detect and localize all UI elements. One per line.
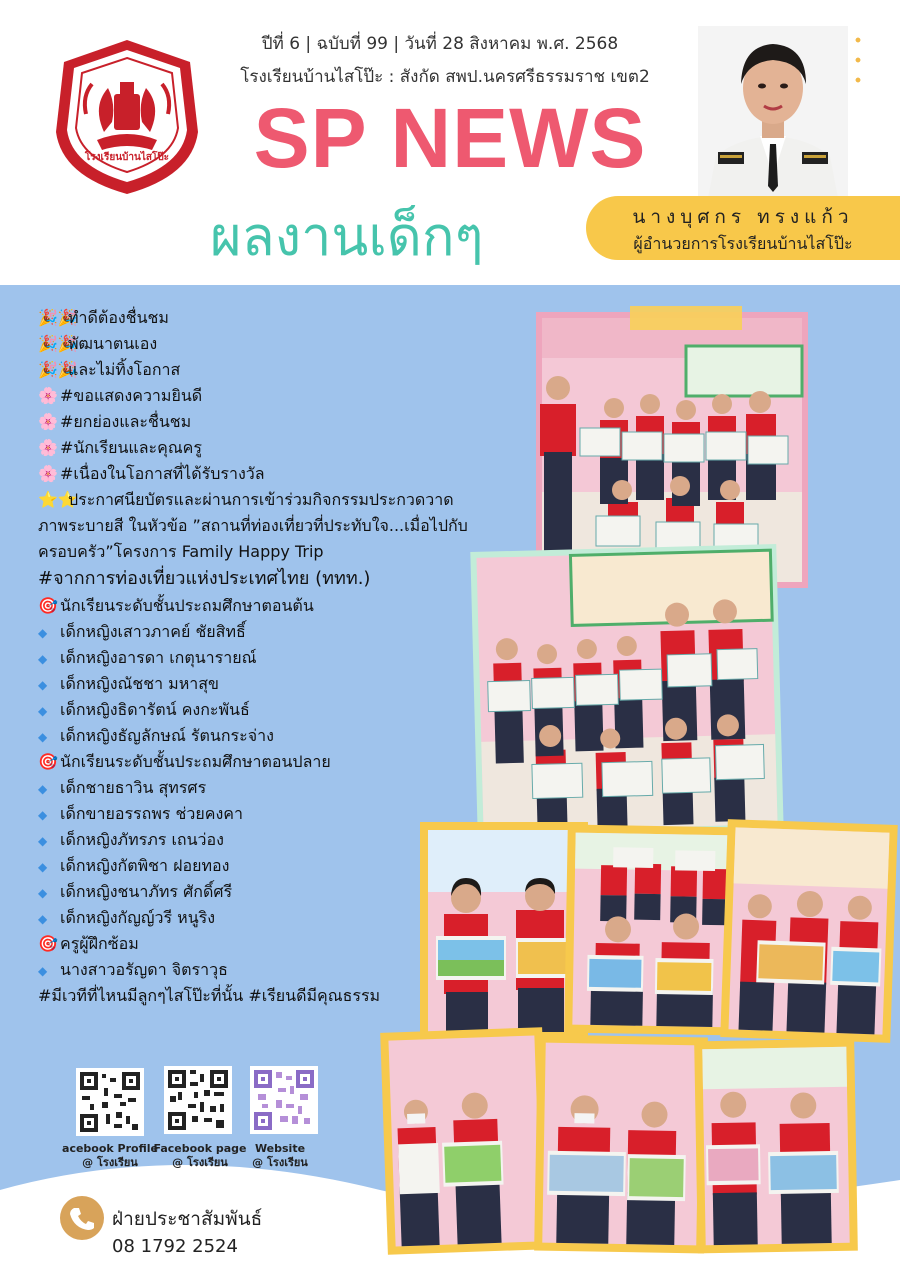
qr-code-facebook-profile[interactable] — [76, 1068, 144, 1136]
target-icon: 🎯 — [38, 596, 58, 615]
content-line-text: ประกาศนียบัตรและผ่านการเข้าร่วมกิจกรรมประกวดวาด — [68, 490, 454, 509]
diamond-icon: ◆ — [38, 834, 48, 848]
content-line — [38, 671, 508, 697]
logo-text: โรงเรียนบ้านไสโป๊ะ — [84, 152, 170, 163]
diamond-icon: ◆ — [38, 678, 48, 692]
content-line-text: #ขอแสดงความยินดี — [60, 386, 203, 405]
content-line — [38, 593, 508, 619]
school-logo — [52, 36, 202, 198]
content-line-text: #นักเรียนและคุณครู — [60, 438, 202, 457]
party-popper-icon: 🎉🎉 — [38, 308, 78, 327]
group-photo-2 — [470, 544, 783, 838]
qr-code-facebook-page[interactable] — [164, 1066, 232, 1134]
header — [0, 0, 900, 285]
content-line-text: เด็กหญิงอารดา เกตุนารายณ์ — [60, 648, 257, 667]
content-line-text: เด็กชายธาวิน สุทรศร — [60, 778, 207, 797]
qr-label-facebook-page: Facebook page @ โรงเรียน — [153, 1142, 247, 1169]
content-line — [38, 513, 508, 539]
content-line — [38, 487, 508, 513]
target-icon: 🎯 — [38, 934, 58, 953]
content-line-text: เด็กหญิงกัตพิชา ฝอยทอง — [60, 856, 230, 875]
content-line-text: นักเรียนระดับชั้นประถมศึกษาตอนปลาย — [60, 752, 331, 771]
content-line — [38, 305, 508, 331]
content-line — [38, 697, 508, 723]
content-line — [38, 435, 508, 461]
content-line — [38, 461, 508, 487]
content-line-text: เด็กหญิงณัชชา มหาสุข — [60, 674, 219, 693]
content-line-text: พัฒนาตนเอง — [68, 334, 158, 353]
diamond-icon: ◆ — [38, 782, 48, 796]
flower-icon: 🌸 — [38, 438, 58, 457]
pr-department: ฝ่ายประชาสัมพันธ์ — [112, 1208, 263, 1230]
flower-icon: 🌸 — [38, 464, 58, 483]
content-line-text: ครอบครัว”โครงการ Family Happy Trip — [38, 542, 324, 561]
content-line-text: นางสาวอรัญดา จิตราวุธ — [60, 960, 228, 979]
group-photo-6 — [380, 1027, 550, 1255]
target-icon: 🎯 — [38, 752, 58, 771]
page-subtitle: ผลงานเด็กๆ — [210, 205, 484, 268]
group-photo-4 — [564, 824, 744, 1035]
content-line-text: ภาพระบายสี ในหัวข้อ ”สถานที่ท่องเที่ยวที่ประทับใจ...เมื่อไปกับ — [38, 516, 468, 535]
phone-number[interactable]: 08 1792 2524 — [112, 1236, 238, 1257]
content-line — [38, 749, 508, 775]
diamond-icon: ◆ — [38, 886, 48, 900]
diamond-icon: ◆ — [38, 730, 48, 744]
qr-label-website: Website @ โรงเรียน — [252, 1142, 308, 1169]
qr-code-website[interactable] — [250, 1066, 318, 1134]
group-photo-3 — [420, 822, 588, 1040]
party-popper-icon: 🎉🎉 — [38, 360, 78, 379]
content-line — [38, 383, 508, 409]
diamond-icon: ◆ — [38, 808, 48, 822]
content-line — [38, 565, 508, 593]
group-photo-5 — [720, 819, 898, 1043]
director-role: ผู้อำนวยการโรงเรียนบ้านไสโป๊ะ — [633, 234, 853, 253]
tape-decoration — [630, 306, 742, 330]
flower-icon: 🌸 — [38, 412, 58, 431]
diamond-icon: ◆ — [38, 626, 48, 640]
school-line: โรงเรียนบ้านไสโป๊ะ : สังกัด สพป.นครศรีธรรมราช เขต2 — [240, 67, 650, 87]
content-line-text: เด็กหญิงภัทรภร เถนว่อง — [60, 830, 224, 849]
content-line-text: #ยกย่องและชื่นชม — [60, 412, 192, 431]
phone-icon — [60, 1196, 104, 1240]
group-photo-8 — [694, 1039, 858, 1254]
content-line — [38, 723, 508, 749]
content-line-text: #เนื่องในโอกาสที่ได้รับรางวัล — [60, 464, 265, 483]
diamond-icon: ◆ — [38, 912, 48, 926]
content-line — [38, 409, 508, 435]
issue-line: ปีที่ 6 | ฉบับที่ 99 | วันที่ 28 สิงหาคม พ.ศ. 2568 — [261, 34, 619, 54]
content-line-text: #จากการท่องเที่ยวแห่งประเทศไทย (ททท.) — [38, 568, 371, 589]
content-line-text: เด็กขายอรรถพร ช่วยคงคา — [60, 804, 243, 823]
content-line-text: นักเรียนระดับชั้นประถมศึกษาตอนต้น — [60, 596, 314, 615]
content-line-text: ครูผู้ฝึกซ้อม — [60, 934, 139, 953]
content-line-text: เด็กหญิงธัญลักษณ์ รัตนกระจ่าง — [60, 726, 274, 745]
flower-icon: 🌸 — [38, 386, 58, 405]
content-line-text: เด็กหญิงชนาภัทร ศักดิ์ศรี — [60, 882, 233, 901]
qr-label-facebook-profile: acebook Profile @ โรงเรียน — [62, 1142, 158, 1169]
diamond-icon: ◆ — [38, 964, 48, 978]
party-popper-icon: 🎉🎉 — [38, 334, 78, 353]
content-line — [38, 775, 508, 801]
diamond-icon: ◆ — [38, 652, 48, 666]
director-name: นางบุศกร ทรงแก้ว — [632, 206, 854, 228]
content-line-text: เด็กหญิงเสาวภาคย์ ชัยสิทธิ์ — [60, 622, 246, 641]
content-line-text: และไม่ทิ้งโอกาส — [68, 360, 181, 379]
diamond-icon: ◆ — [38, 704, 48, 718]
content-line-text: #มีเวทีที่ไหนมีลูกๆไสโป๊ะที่นั้น #เรียนดีมีคุณธรรม — [38, 986, 381, 1005]
content-line-text: เด็กหญิงกัญญ์วรี หนูริง — [60, 908, 216, 927]
content-line — [38, 357, 508, 383]
content-line — [38, 619, 508, 645]
content-line — [38, 331, 508, 357]
content-line-text: เด็กหญิงธิดารัตน์ คงกะพันธ์ — [60, 700, 250, 719]
group-photo-7 — [534, 1035, 708, 1254]
content-line — [38, 645, 508, 671]
diamond-icon: ◆ — [38, 860, 48, 874]
director-portrait — [698, 26, 848, 198]
content-line-text: ทำดีต้องชื่นชม — [68, 308, 169, 327]
content-line — [38, 539, 508, 565]
masthead-title: SP NEWS — [253, 91, 647, 185]
star-icon: ⭐⭐ — [38, 490, 78, 509]
